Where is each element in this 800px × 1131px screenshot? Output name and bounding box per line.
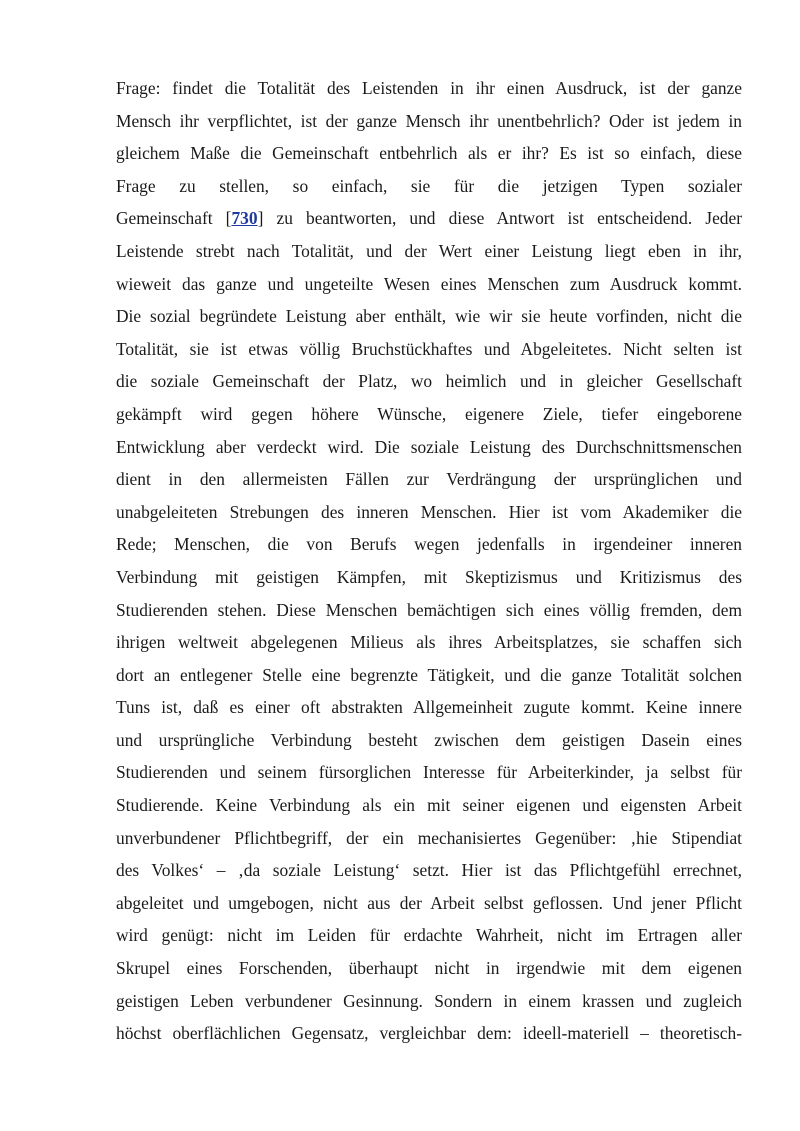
page-reference-link[interactable]: 730 [231, 208, 258, 229]
text-line: Tuns ist, daß es einer oft abstrakten Allgemeinheit zugute kommt. Keine innere [116, 697, 742, 718]
text-line: Rede; Menschen, die von Berufs wegen jedenfalls in irgendeiner inneren [116, 534, 742, 555]
text-line: wird genügt: nicht im Leiden für erdachte Wahrheit, nicht im Ertragen aller [116, 925, 742, 946]
text-line: gekämpft wird gegen höhere Wünsche, eigenere Ziele, tiefer eingeborene [116, 403, 742, 424]
text-line: Skrupel eines Forschenden, überhaupt nicht in irgendwie mit dem eigenen [116, 958, 742, 979]
text-line: Studierende. Keine Verbindung als ein mit seiner eigenen und eigensten Arbeit [116, 795, 742, 816]
text-line: dort an entlegener Stelle eine begrenzte Tätigkeit, und die ganze Totalität solchen [116, 664, 742, 685]
text-line: Die sozial begründete Leistung aber enthält, wie wir sie heute vorfinden, nicht die [116, 306, 742, 327]
text-line: die soziale Gemeinschaft der Platz, wo heimlich und in gleicher Gesellschaft [116, 371, 742, 392]
text-line: Verbindung mit geistigen Kämpfen, mit Skeptizismus und Kritizismus des [116, 566, 742, 587]
text-line: des Volkes‘ – ‚da soziale Leistung‘ setzt. Hier ist das Pflichtgefühl errechnet, [116, 860, 742, 881]
text-line: geistigen Leben verbundener Gesinnung. Sondern in einem krassen und zugleich [116, 990, 742, 1011]
document-body [116, 72, 742, 1050]
text-segment: ] zu beantworten, und diese Antwort ist entscheidend. Jeder [257, 208, 742, 229]
text-line: Mensch ihr verpflichtet, ist der ganze Mensch ihr unentbehrlich? Oder ist jedem in [116, 110, 742, 131]
text-line: Entwicklung aber verdeckt wird. Die soziale Leistung des Durchschnittsmenschen [116, 436, 742, 457]
text-line: höchst oberflächlichen Gegensatz, vergleichbar dem: ideell-materiell – theoretisch- [116, 1023, 742, 1044]
text-line: unabgeleiteten Strebungen des inneren Menschen. Hier ist vom Akademiker die [116, 501, 742, 522]
text-line: ihrigen weltweit abgelegenen Milieus als ihres Arbeitsplatzes, sie schaffen sich [116, 632, 742, 653]
text-line: gleichem Maße die Gemeinschaft entbehrlich als er ihr? Es ist so einfach, diese [116, 143, 742, 164]
text-line: dient in den allermeisten Fällen zur Verdrängung der ursprünglichen und [116, 469, 742, 490]
text-line: wieweit das ganze und ungeteilte Wesen eines Menschen zum Ausdruck kommt. [116, 273, 742, 294]
text-line: Totalität, sie ist etwas völlig Bruchstückhaftes und Abgeleitetes. Nicht selten ist [116, 338, 742, 359]
text-line: Frage zu stellen, so einfach, sie für die jetzigen Typen sozialer [116, 175, 742, 196]
text-line: Studierenden stehen. Diese Menschen bemächtigen sich eines völlig fremden, dem [116, 599, 742, 620]
text-line: und ursprüngliche Verbindung besteht zwischen dem geistigen Dasein eines [116, 729, 742, 750]
text-segment: Gemeinschaft [ [116, 208, 232, 229]
text-line: Leistende strebt nach Totalität, und der Wert einer Leistung liegt eben in ihr, [116, 240, 742, 261]
text-line: Frage: findet die Totalität des Leistenden in ihr einen Ausdruck, ist der ganze [116, 78, 742, 98]
text-line: Studierenden und seinem fürsorglichen Interesse für Arbeiterkinder, ja selbst für [116, 762, 742, 783]
text-line: unverbundener Pflichtbegriff, der ein mechanisiertes Gegenüber: ‚hie Stipendiat [116, 827, 742, 848]
text-line: abgeleitet und umgebogen, nicht aus der Arbeit selbst geflossen. Und jener Pflicht [116, 892, 742, 913]
text-line [116, 202, 742, 235]
